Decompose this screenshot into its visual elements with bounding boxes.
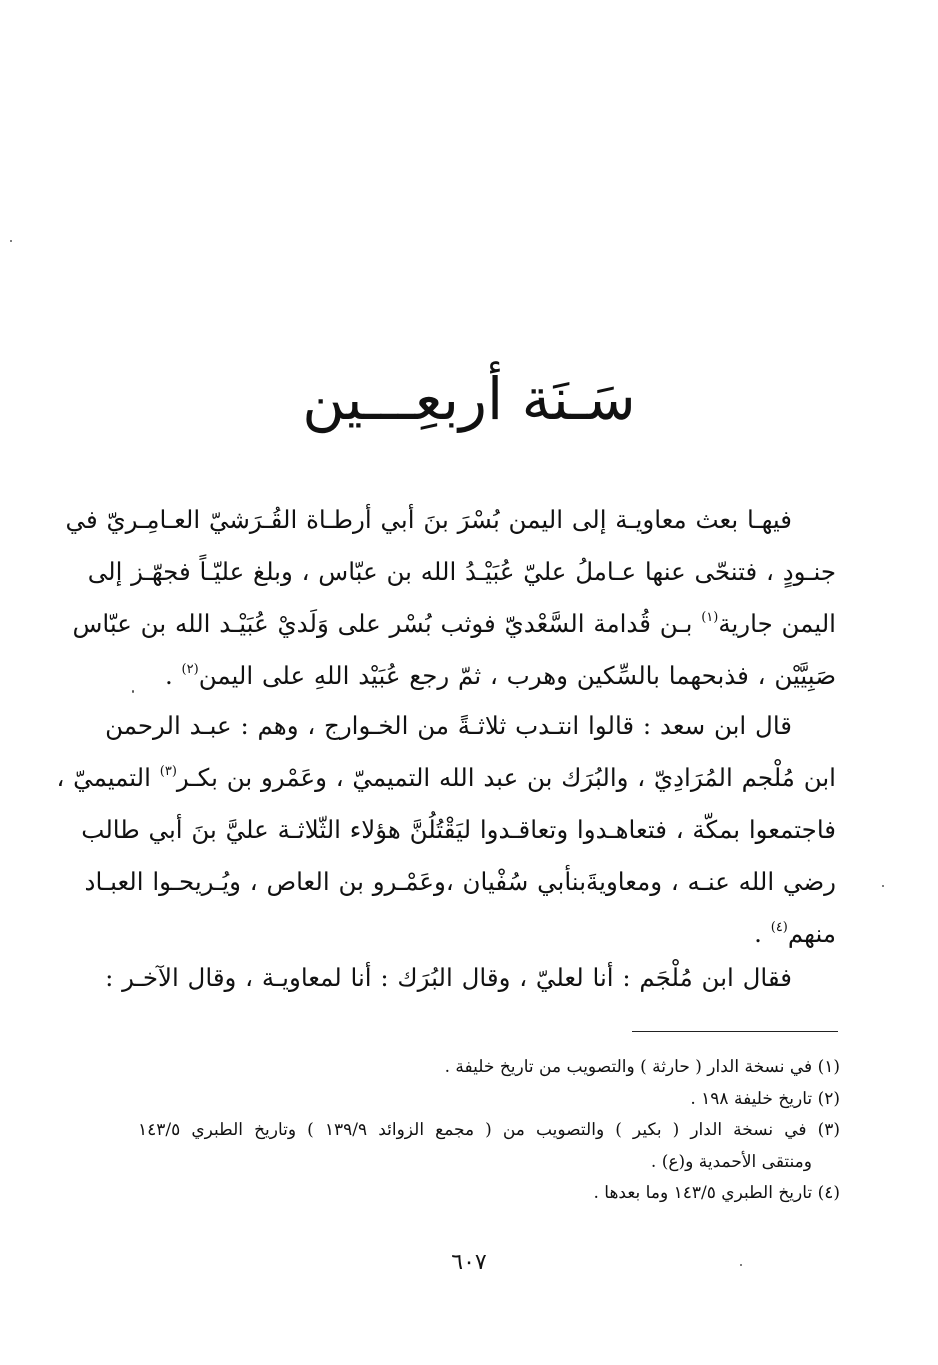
paragraph-line: فقال ابن مُلْجَم : أنا لعليّ ، وقال البُرَك : أنا لمعاويـة ، وقال الآخـر : [105, 963, 792, 992]
line-segment: اليمن جارية [718, 609, 836, 638]
paragraph-line [56, 752, 836, 804]
footnote-label: (٢) [817, 1088, 840, 1109]
footnote-ref[interactable]: (٣) [159, 764, 177, 779]
line-segment: منهم [787, 919, 836, 948]
footnote-3 [138, 1115, 840, 1147]
line-segment: التميميّ ، [56, 763, 160, 792]
paragraph-line: فاجتمعوا بمكّة ، فتعاهـدوا وتعاقـدوا ليَقْتُلُنَّ هؤلاء الثّلاثـة عليَّ بنَ أبي طالب [81, 815, 836, 844]
paragraph-line [72, 598, 836, 650]
line-segment: . [164, 661, 182, 690]
paragraph-3 [105, 952, 836, 1004]
paragraph-line: جنـودٍ ، فتنحّى عنها عـاملُ عليّ عُبَيْـدُ الله بن عبّاس ، وبلغ عليّـاً فجهّـز إلى [87, 557, 836, 586]
footnote-text: تاريخ الطبري ١٤٣/٥ وما بعدها . [593, 1183, 813, 1203]
page-number: ٦٠٧ [451, 1250, 487, 1275]
footnote-4 [138, 1178, 840, 1210]
scan-speck [740, 1264, 742, 1266]
footnote-text: في نسخة الدار ( حارثة ) والتصويب من تاريخ خليفة . [444, 1057, 813, 1077]
line-segment: صَبِيَّيْن ، فذبحهما بالسِّكين وهرب ، ثمّ رجع عُبَيْد اللهِ على اليمن [198, 661, 836, 690]
footnote-text: تاريخ خليفة ١٩٨ . [690, 1088, 813, 1109]
footnote-label: (٣) [817, 1120, 841, 1140]
paragraph-line: فيهـا بعث معاويـة إلى اليمن بُسْرَ بنَ أبي أرطـاة القُـرَشيّ العـامِـريّ في [65, 505, 792, 534]
footnote-separator [632, 1031, 838, 1032]
footnote-2 [138, 1084, 840, 1116]
footnote-1 [138, 1052, 840, 1084]
scan-speck [882, 885, 884, 887]
line-segment: ابن مُلْجم المُرَادِيّ ، والبُرَك بن عبد الله التميميّ ، وعَمْرو بن بكـر [176, 763, 836, 792]
footnote-ref[interactable]: (٤) [770, 920, 788, 935]
paragraph-2 [56, 700, 836, 960]
line-segment: بـن قُدامة السَّعْديّ فوثب بُسْر على وَلَديْ عُبَيْـد الله بن عبّاس [72, 609, 702, 638]
footnote-text: في نسخة الدار ( بكير ) والتصويب من ( مجمع الزوائد ١٣٩/٩ ) وتاريخ الطبري ١٤٣/٥ [138, 1120, 807, 1140]
footnote-label: (١) [817, 1057, 840, 1077]
paragraph-line: قال ابن سعد : قالوا انتـدب ثلاثـةً من الخـوارج ، وهم : عبـد الرحمن [105, 711, 792, 740]
chapter-title: سَـنَة أربعِـــين [302, 364, 636, 433]
line-segment: . [754, 919, 771, 948]
scan-speck [10, 240, 12, 242]
footnote-ref[interactable]: (٢) [181, 662, 199, 677]
paragraph-line [138, 650, 836, 702]
footnote-ref[interactable]: (١) [701, 610, 719, 625]
paragraph-1 [65, 494, 836, 702]
paragraph-line: رضي الله عنـه ، ومعاويةَبنأبي سُفْيان ،وعَمْـرو بن العاص ، ويُـريحـوا العبـاد [84, 867, 836, 896]
footnote-3-continuation: ومنتقى الأحمدية و(ع) . [650, 1151, 812, 1172]
footnote-label: (٤) [817, 1183, 840, 1203]
footnotes [138, 1052, 840, 1210]
scan-speck [132, 690, 134, 693]
